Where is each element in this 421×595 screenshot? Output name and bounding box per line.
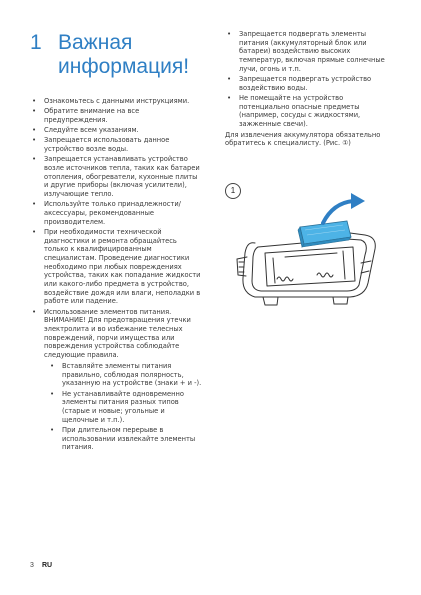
safety-item: • Следуйте всем указаниям. [30, 126, 202, 135]
safety-item: • Запрещается устанавливать устройство возле источников тепла, таких как батареи отопления, обогреватели, кухонные плиты и другие приборы (включая усилители), излучающие тепло. [30, 155, 202, 199]
safety-item: • Обратите внимание на все предупреждения. [30, 107, 202, 124]
battery-rule: • Вставляйте элементы питания правильно, соблюдая полярность, указанную на устройстве (знаки + и -). [44, 362, 202, 388]
safety-item: • Запрещается подвергать устройство воздействию воды. [225, 75, 395, 92]
safety-item: • При необходимости технической диагностики и ремонта обращайтесь только к квалифицированным специалистам. Проведение диагностики необходимо при любых повреждениях устройства, таких как попадание жидкости или какого-либо предмета в устройство, воздействие дождя или влаги, неполадки в работе или падение. [30, 228, 202, 306]
safety-item: • Запрещается подвергать элементы питания (аккумуляторный блок или батареи) воздействию высоких температур, включая прямые солнечные лучи, огонь и т.п. [225, 30, 395, 74]
spring-right [317, 273, 333, 277]
device-foot-left [263, 297, 278, 305]
safety-item: • Используйте только принадлежности/аксессуары, рекомендованные производителем. [30, 200, 202, 226]
battery-pack [298, 221, 351, 247]
chapter-title-line2: информация! [58, 55, 190, 78]
safety-item: • Не помещайте на устройство потенциально опасные предметы (например, сосуды с жидкостями, зажженные свечи). [225, 94, 395, 129]
removal-arrow [323, 193, 365, 223]
battery-rule: • Не устанавливайте одновременно элементы питания разных типов (старые и новые; угольные и щелочные и т.п.). [44, 390, 202, 425]
battery-removal-figure [225, 183, 395, 316]
spring-left [277, 277, 293, 281]
device-foot-right [333, 297, 348, 304]
left-column [30, 97, 202, 453]
right-column [225, 30, 395, 148]
compartment-outline [265, 247, 355, 286]
battery-rules-list [44, 362, 202, 452]
safety-item: • Ознакомьтесь с данными инструкциями. [30, 97, 202, 106]
battery-removal-illustration [225, 183, 395, 316]
battery-removal-note: Для извлечения аккумулятора обязательно обратитесь к специалисту. (Рис. ①) [225, 130, 381, 148]
chapter-title-line1: Важная [58, 31, 133, 54]
battery-rule: • При длительном перерыве в использовании извлекайте элементы питания. [44, 426, 202, 452]
page-number: 3 [30, 562, 34, 569]
safety-list-continued [225, 30, 395, 129]
safety-item-batteries [30, 308, 202, 452]
language-code: RU [42, 562, 53, 569]
compartment-ribs [273, 251, 345, 283]
battery-warning-text: Использование элементов питания. ВНИМАНИЕ! Для предотвращения утечки электролита и во избежание телесных повреждений, порчи имущества или повреждения устройства соблюдайте следующие правила. [44, 307, 191, 360]
safety-list [30, 97, 202, 452]
chapter-number: 1 [30, 31, 42, 54]
figure-number: 1 [225, 183, 241, 199]
safety-item: • Запрещается использовать данное устройство возле воды. [30, 136, 202, 153]
